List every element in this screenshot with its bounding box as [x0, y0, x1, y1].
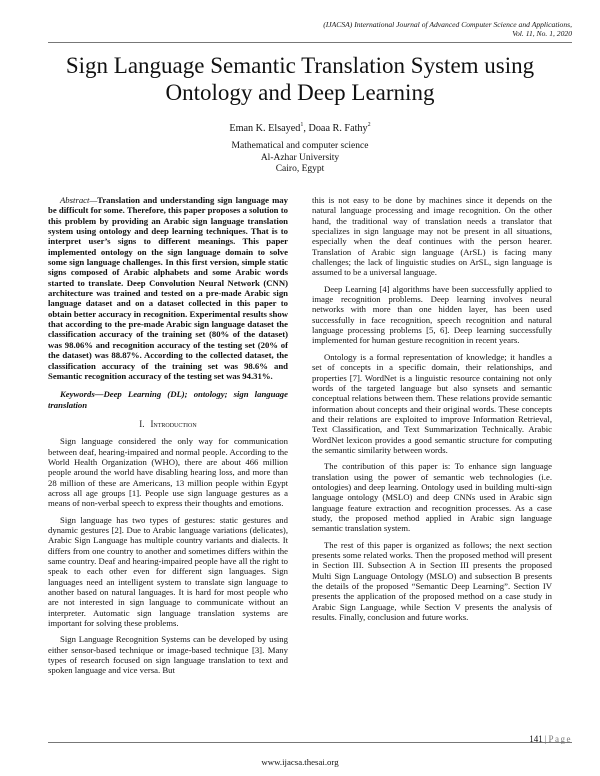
title-line-2: Ontology and Deep Learning — [165, 80, 435, 105]
author-line — [100, 122, 500, 135]
page-label: Page — [548, 734, 572, 744]
affiliation — [100, 141, 500, 176]
paragraph: Sign language considered the only way for communication between deaf, hearing-impaired and normal people. According to the World Health Organization (WHO), there are about 466 million people around the world have disabling hearing loss, and more than 28 million of these are Americans, 13 million people within Egypt across all age groups [1]. People use sign language gestures as a means of non-verbal speech to express their thoughts and emotions. — [48, 436, 288, 509]
author-2: , Doaa R. Fathy — [303, 123, 368, 134]
affiliation-university: Al-Azhar University — [260, 152, 340, 163]
left-column — [48, 195, 288, 682]
abstract-text: Translation and understanding sign language may be difficult for some. Therefore, this paper proposes a solution to this problem by providing an Arabic sign language translation system using ontology and deep learning techniques. That is to interpret user’s signs to different meanings. This paper implemented ontology on the sign language domain to solve some sign language challenges. In this first version, simple static signs composed of Arabic alphabets and some Arabic words started to translate. Deep Convolution Neural Network (CNN) architecture was trained and tested on a pre-made Arabic sign language dataset and on a dataset collected in this paper to obtain better accuracy in recognition. Experimental results show that according to the pre-made Arabic sign language dataset the classification accuracy of the training set (80% of the dataset) was 98.06% and recognition accuracy of the testing set (20% of the dataset) was 88.87%. According to the collected dataset, the classification accuracy of the training set was 98.6% and Semantic recognition accuracy of the testing set was 94.31%. — [48, 195, 288, 381]
paragraph: Ontology is a formal representation of knowledge; it handles a set of concepts in a specific domain, their relationships, and properties [7]. WordNet is a linguistic resource containing not only words of the targeted language but also synsets and semantic conceptual relations between them. These relations provide semantic information about concepts and their original words. These concepts and their relations are exploited to improve Information Retrieval, Text Classification, and Text Summarization Technically. Arabic WordNet lexicon provides a good semantic structure for computing the semantic similarity between words. — [312, 351, 552, 455]
footer-rule — [48, 742, 572, 743]
author-2-mark: 2 — [367, 122, 371, 128]
keywords: Keywords—Deep Learning (DL); ontology; sign language translation — [48, 389, 288, 410]
abstract-lead: Abstract— — [60, 195, 98, 205]
affiliation-department: Mathematical and computer science — [231, 141, 369, 151]
author-1-mark: 1 — [300, 122, 304, 128]
journal-url: www.ijacsa.thesai.org — [261, 757, 339, 767]
journal-volume: Vol. 11, No. 1, 2020 — [512, 29, 572, 39]
paragraph: Sign language has two types of gestures: static gestures and dynamic gestures [2]. Due to Arabic language variations (delicates), Arabic Sign Language has multiple country variants and dialects. It differs from one country to another and sometimes differs within the same country. Deaf and hearing-impaired people have all the right to speak to each other even for different sign languages. Sign languages need an intelligent system to translate sign language to another based on natural languages. It is hard for most people who are not interested in sign language to communicate without an interpreter. Automatic sign language translation systems are important for solving these problems. — [48, 514, 288, 629]
page-number-value: 141 — [529, 734, 543, 744]
right-column — [312, 195, 552, 628]
header-rule — [48, 42, 572, 43]
affiliation-location: Cairo, Egypt — [275, 164, 325, 174]
journal-name: (IJACSA) International Journal of Advanced Computer Science and Applications, — [323, 20, 572, 29]
section-title: Introduction — [150, 418, 197, 429]
paragraph: The rest of this paper is organized as follows; the next section presents some related works. Then the proposed method will present in Section III. Subsection A in Section III presents the proposed Multi Sign Language Ontology (MSLO) and subsection B presents the details of the proposed “Semantic Deep Learning”. Section IV presents the application of the proposed method on a case study in Arabic Sign Language, while Section V presents the analysis of results. Finally, conclusion and future works. — [312, 539, 552, 623]
page-separator: | — [544, 734, 547, 744]
author-1: Eman K. Elsayed — [229, 123, 301, 134]
paper-title — [40, 52, 560, 106]
paragraph: this is not easy to be done by machines since it depends on the natural language processing and image recognition. On the other hand, the traditional way of translation needs a translator that specializes in sign language may not be present in all situations, especially when the deaf continues with the person hearer. Translation of Arabic sign language (ArSL) is facing many challenges; the lack of linguistic studies on ArSL, sign language is assumed to be a universal language. — [312, 195, 552, 278]
abstract — [48, 195, 288, 381]
journal-running-head — [232, 20, 572, 39]
paragraph: The contribution of this paper is: To enhance sign language translation using the power of semantic web technologies (i.e. ontologies) and deep learning. Ontology used in building multi-sign language ontology (MSLO) and deep CNNs used in Arabic sign language feature extraction and recognition processes. As a case study, the proposed method applied in Arabic sign language semantic translation system. — [312, 461, 552, 534]
paragraph: Sign Language Recognition Systems can be developed by using either sensor-based technique or image-based technique [3]. Many types of research focused on sign language translation to text and spoken language and vice versa. But — [48, 634, 288, 676]
section-heading-introduction — [48, 419, 288, 429]
section-number: I. — [139, 418, 145, 429]
title-line-1: Sign Language Semantic Translation System using — [65, 53, 535, 78]
paragraph: Deep Learning [4] algorithms have been successfully applied to image recognition problems. Deep learning involves neural networks with more than one hidden layer, has been used successfully in face recognition, speech recognition and natural language processing problems [5, 6]. Deep learning successfully implemented for human gesture recognition in recent years. — [312, 283, 552, 346]
